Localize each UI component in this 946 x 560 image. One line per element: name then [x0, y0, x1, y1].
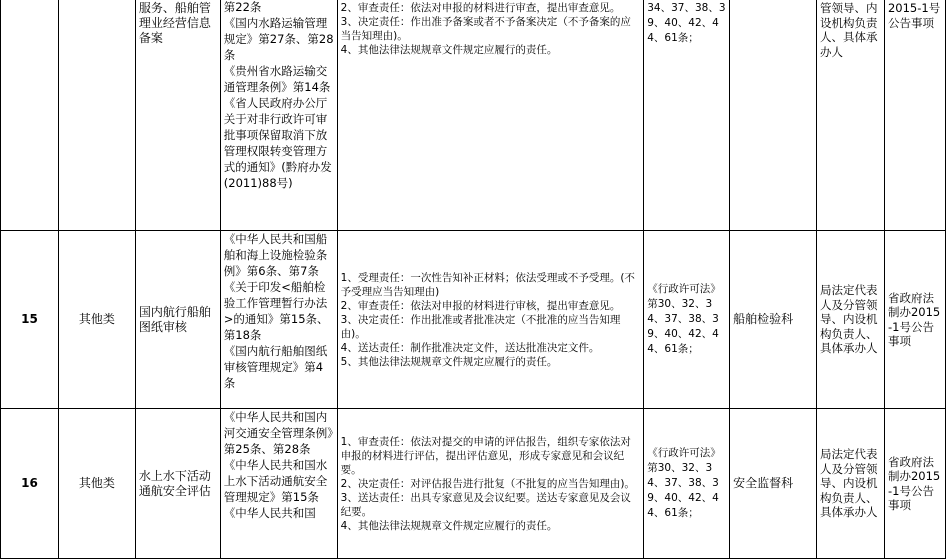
responsibility-line: 5、其他法律法规规章文件规定应履行的责任。 [340, 355, 558, 368]
item-name: 水上水下活动通航安全评估 [135, 409, 220, 559]
responsibility-line: 4、其他法律法规规章文件规定应履行的责任。 [340, 44, 558, 56]
responsibility-line: 1、审查责任：依法对提交的申请的评估报告，组织专家依法对申报的材料进行评估，提出评估意见，形成专家意见和会议纪要。 [340, 435, 631, 476]
row-number [1, 0, 59, 231]
basis-line: 《国内航行船舶图纸审核管理规定》第4条 [223, 344, 328, 390]
law-references: 《行政许可法》第30、32、34、37、38、39、40、42、44、61条； [644, 409, 730, 559]
law-references: 《行政许可法》第30、32、34、37、38、39、40、42、44、61条； [644, 231, 730, 409]
responsibility-line: 2、审查责任：依法对申报的材料进行审核，提出审查意见。 [340, 299, 621, 312]
responsibilities [337, 231, 644, 409]
legal-basis [220, 409, 337, 559]
responsible-person: 管领导、内设机构负责人、具体承办人 [817, 0, 885, 231]
responsibility-line: 3、送达责任：出具专家意见及会议纪要。送达专家意见及会议纪要。 [340, 491, 631, 518]
responsible-person: 局法定代表人及分管领导、内设机构负责人、具体承办人 [817, 231, 885, 409]
row-number: 16 [1, 409, 59, 559]
responsibility-line: 2、决定责任：对评估报告进行批复（不批复的应当告知理由)。 [340, 477, 635, 490]
item-name: 国内航行船舶图纸审核 [135, 231, 220, 409]
note: 省政府法制办2015-1号公告事项 [884, 231, 945, 409]
responsible-person: 局法定代表人及分管领导、内设机构负责人、具体承办人 [817, 409, 885, 559]
legal-basis [220, 231, 337, 409]
department [730, 0, 817, 231]
row-category: 其他类 [58, 231, 135, 409]
responsibility-line: 4、其他法律法规规章文件规定应履行的责任。 [340, 519, 558, 532]
responsibility-line: 3、决定责任：作出批准或者批准决定（不批准的应当告知理由)。 [340, 313, 621, 340]
basis-line: 《贵州省水路运输交通管理条例》第14条 [223, 64, 331, 94]
row-number: 15 [1, 231, 59, 409]
responsibility-line: 2、审查责任：依法对申报的材料进行审查，提出审查意见。 [340, 2, 621, 14]
department: 船舶检验科 [730, 231, 817, 409]
basis-line: 第22条 [223, 0, 262, 14]
responsibilities [337, 0, 644, 231]
law-references: 34、37、38、39、40、42、44、61条； [644, 0, 730, 231]
responsibility-line: 1、受理责任：一次性告知补正材料；依法受理或不予受理。(不予受理应当告知理由) [340, 271, 635, 298]
responsibility-line: 3、决定责任：作出准予备案或者不予备案决定（不予备案的应当告知理由)。 [340, 16, 631, 42]
basis-line: 《省人民政府办公厅关于对非行政许可审批事项保留取消下放管理权限转变管理方式的通知》(黔府办发(2011)88号) [223, 96, 332, 190]
item-name: 服务、船舶管理业经营信息备案 [135, 0, 220, 231]
legal-basis [220, 0, 337, 231]
basis-line: 《关于印发<船舶检验工作管理暂行办法>的通知》第15条、第18条 [223, 280, 329, 342]
note: 省政府法制办2015-1号公告事项 [884, 409, 945, 559]
table-row [1, 409, 946, 559]
basis-line: 《中华人民共和国 [223, 506, 316, 520]
basis-line: 《中华人民共和国内河交通安全管理条例》第25条、第28条 [223, 410, 334, 456]
responsibility-line: 4、送达责任：制作批准决定文件，送达批准决定文件。 [340, 341, 600, 354]
department: 安全监督科 [730, 409, 817, 559]
table-row [1, 231, 946, 409]
basis-line: 《中华人民共和国船舶和海上设施检验条例》第6条、第7条 [223, 232, 328, 278]
basis-line: 《中华人民共和国水上水下活动通航安全管理规定》第15条 [223, 458, 328, 504]
table-row [1, 0, 946, 231]
basis-line: 《国内水路运输管理规定》第27条、第28条 [223, 16, 334, 62]
responsibilities [337, 409, 644, 559]
row-category: 其他类 [58, 409, 135, 559]
note: 2015-1号公告事项 [884, 0, 945, 231]
row-category [58, 0, 135, 231]
